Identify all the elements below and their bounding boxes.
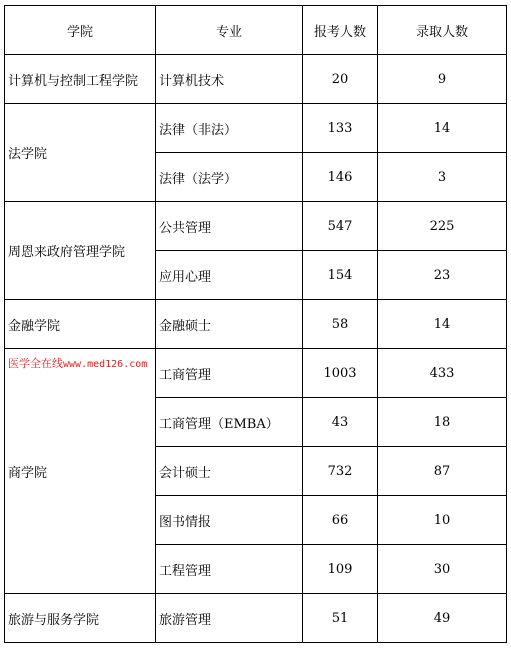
- table-row: [5, 202, 507, 251]
- applicants-cell: 58: [303, 300, 378, 349]
- applicants-cell: 547: [303, 202, 378, 251]
- major-cell: 工程管理: [156, 545, 303, 594]
- watermark-url: www.med126.com: [63, 359, 148, 370]
- header-applicants: 报考人数: [303, 6, 378, 55]
- major-cell: 公共管理: [156, 202, 303, 251]
- college-cell: 旅游与服务学院: [5, 594, 156, 643]
- applicants-cell: 154: [303, 251, 378, 300]
- table-row: [5, 594, 507, 643]
- admissions-table: [4, 5, 507, 643]
- college-name: 商学院: [8, 465, 48, 481]
- major-cell: 计算机技术: [156, 55, 303, 104]
- major-cell: 工商管理: [156, 349, 303, 398]
- table-row: [5, 104, 507, 153]
- admitted-cell: 10: [378, 496, 507, 545]
- admissions-table-container: [4, 5, 507, 643]
- admitted-cell: 87: [378, 447, 507, 496]
- watermark-text: 医学全在线: [8, 357, 63, 370]
- table-row: [5, 300, 507, 349]
- admitted-cell: 433: [378, 349, 507, 398]
- admitted-cell: 49: [378, 594, 507, 643]
- applicants-cell: 51: [303, 594, 378, 643]
- major-cell: 法律（非法）: [156, 104, 303, 153]
- admitted-cell: 3: [378, 153, 507, 202]
- applicants-cell: 732: [303, 447, 378, 496]
- admitted-cell: 18: [378, 398, 507, 447]
- applicants-cell: 109: [303, 545, 378, 594]
- table-row: [5, 349, 507, 398]
- admitted-cell: 23: [378, 251, 507, 300]
- applicants-cell: 133: [303, 104, 378, 153]
- applicants-cell: 20: [303, 55, 378, 104]
- admitted-cell: 9: [378, 55, 507, 104]
- header-admitted: 录取人数: [378, 6, 507, 55]
- admitted-cell: 14: [378, 300, 507, 349]
- college-cell: 周恩来政府管理学院: [5, 202, 156, 300]
- major-cell: 工商管理（EMBA）: [156, 398, 303, 447]
- major-cell: 金融硕士: [156, 300, 303, 349]
- major-cell: 应用心理: [156, 251, 303, 300]
- major-cell: 法律（法学）: [156, 153, 303, 202]
- college-cell: 法学院: [5, 104, 156, 202]
- header-major: 专业: [156, 6, 303, 55]
- applicants-cell: 1003: [303, 349, 378, 398]
- major-cell: 图书情报: [156, 496, 303, 545]
- major-cell: 旅游管理: [156, 594, 303, 643]
- major-cell: 会计硕士: [156, 447, 303, 496]
- header-row: [5, 6, 507, 55]
- table-row: [5, 55, 507, 104]
- admitted-cell: 30: [378, 545, 507, 594]
- admitted-cell: 225: [378, 202, 507, 251]
- college-cell: 计算机与控制工程学院: [5, 55, 156, 104]
- college-cell: 金融学院: [5, 300, 156, 349]
- applicants-cell: 43: [303, 398, 378, 447]
- admitted-cell: 14: [378, 104, 507, 153]
- applicants-cell: 66: [303, 496, 378, 545]
- watermark: [8, 355, 147, 371]
- header-college: 学院: [5, 6, 156, 55]
- college-cell: [5, 349, 156, 594]
- applicants-cell: 146: [303, 153, 378, 202]
